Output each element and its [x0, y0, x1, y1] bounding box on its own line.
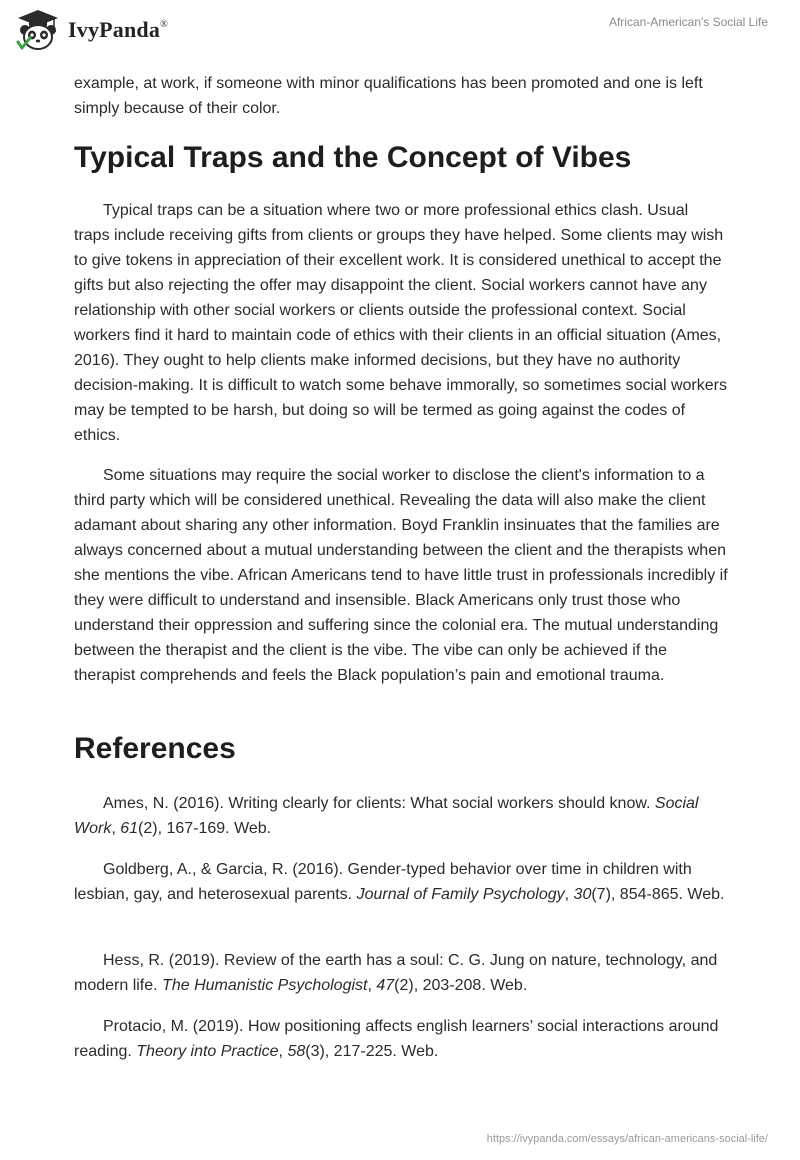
source-url[interactable]: https://ivypanda.com/essays/african-americans-social-life/ [486, 1133, 768, 1145]
reference-item: Hess, R. (2019). Review of the earth has a soul: C. G. Jung on nature, technology, and modern life. The Humanistic Psychologist, 47(2), 203-208. Web. [74, 952, 718, 994]
brand-name: IvyPanda® [68, 17, 168, 42]
section-typical-traps [74, 140, 728, 176]
references-heading: References [74, 732, 236, 765]
brand-logo[interactable] [14, 8, 168, 52]
reference-item: Protacio, M. (2019). How positioning affects english learners’ social interactions around reading. Theory into Practice, 58(3), 217-225. Web. [74, 1018, 719, 1060]
references-section [74, 731, 728, 767]
section-heading: Typical Traps and the Concept of Vibes [74, 141, 632, 174]
document-title: African-American's Social Life [608, 15, 768, 29]
reference-item: Goldberg, A., & Garcia, R. (2016). Gender-typed behavior over time in children with lesbian, gay, and heterosexual parents. Journal of Family Psychology, 30(7), 854-865. Web. [74, 861, 725, 903]
intro-paragraph: example, at work, if someone with minor qualifications has been promoted and one is left simply because of their color. [74, 75, 703, 117]
section-paragraph-2-block [74, 463, 728, 688]
body-paragraph: Some situations may require the social worker to disclose the client's information to a third party which will be considered unethical. Revealing the data will also make the client adamant about sharing any other information. Boyd Franklin insinuates that the families are always concerned about a mutual understanding between the client and the therapists when she mentions the vibe. African Americans tend to have little trust in professionals incredibly if they were difficult to understand and insensible. Black Americans only trust those who understand their oppression and suffering since the colonial era. The mutual understanding between the therapist and the client is the vibe. The vibe can only be achieved if the therapist comprehends and feels the Black population’s pain and emotional trauma. [74, 467, 728, 684]
intro-paragraph-block [74, 71, 728, 121]
reference-item: Ames, N. (2016). Writing clearly for clients: What social workers should know. Social Work, 61(2), 167-169. Web. [74, 795, 699, 837]
section-paragraph-1-block [74, 198, 728, 448]
body-paragraph: Typical traps can be a situation where two or more professional ethics clash. Usual traps include receiving gifts from clients or groups they have helped. Some clients may wish to give tokens in appreciation of their excellent work. It is considered unethical to accept the gifts but also rejecting the offer may disappoint the client. Social workers cannot have any relationship with other social workers or clients outside the professional context. Social workers find it hard to maintain code of ethics with their clients in an official situation (Ames, 2016). They ought to help clients make informed decisions, but they have no authority decision-making. It is difficult to watch some behave immorally, so sometimes social workers may be tempted to be harsh, but doing so will be termed as going against the codes of ethics. [74, 202, 727, 444]
page-header [0, 0, 800, 70]
panda-logo-icon [14, 8, 62, 52]
